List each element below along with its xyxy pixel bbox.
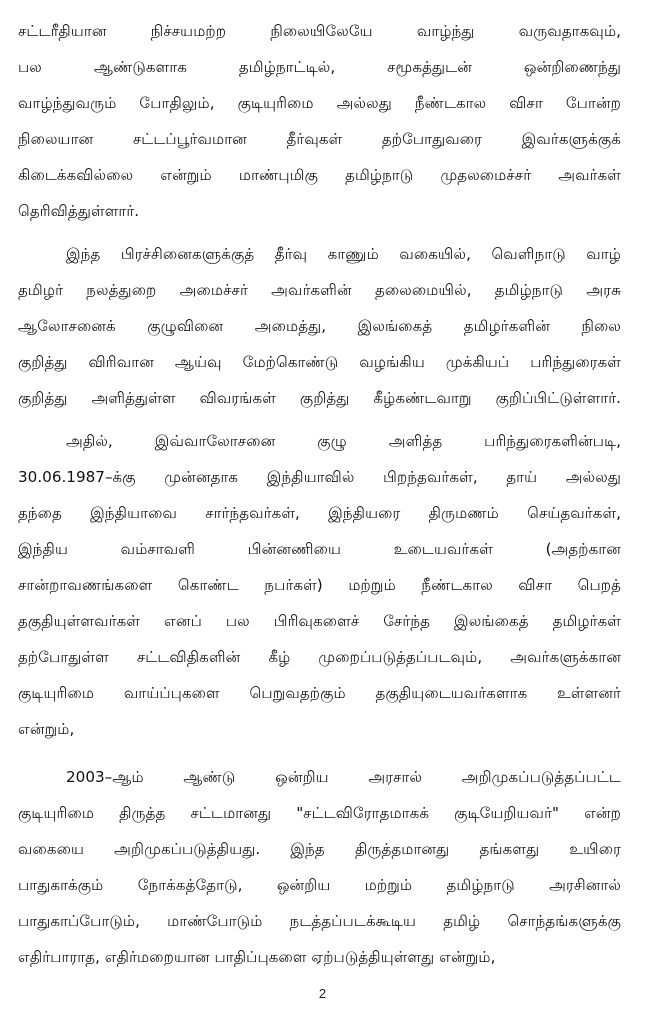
text-line: வாழ்ந்துவரும் போதிலும், குடியுரிமை அல்லது நீண்டகால விசா போன்ற: [18, 94, 621, 112]
text-line: குடியுரிமை வாய்ப்புகளை பெறுவதற்கும் தகுதியுடையவர்களாக உள்ளனர்: [18, 684, 621, 702]
text-line: பல ஆண்டுகளாக தமிழ்நாட்டில், சமூகத்துடன் ஒன்றிணைந்து: [18, 58, 621, 76]
text-line: 2003–ஆம் ஆண்டு ஒன்றிய அரசால் அறிமுகப்படுத்தப்பட்ட: [66, 768, 621, 786]
text-line: பாதுகாப்போடும், மாண்போடும் நடத்தப்படக்கூடிய தமிழ் சொந்தங்களுக்கு: [18, 912, 621, 930]
text-line: குறித்து விரிவான ஆய்வு மேற்கொண்டு வழங்கிய முக்கியப் பரிந்துரைகள்: [18, 353, 621, 371]
text-line: வகையை அறிமுகப்படுத்தியது. இந்த திருத்தமானது தங்களது உயிரை: [18, 840, 621, 858]
text-line: நிலையான சட்டப்பூர்வமான தீர்வுகள் தற்போதுவரை இவர்களுக்குக்: [18, 130, 621, 148]
text-line: தற்போதுள்ள சட்டவிதிகளின் கீழ் முறைப்படுத்தப்படவும், அவர்களுக்கான: [18, 648, 621, 666]
text-line: கிடைக்கவில்லை என்றும் மாண்புமிகு தமிழ்நாடு முதலமைச்சர் அவர்கள்: [18, 166, 621, 184]
text-line: சட்டரீதியான நிச்சயமற்ற நிலையிலேயே வாழ்ந்து வருவதாகவும்,: [18, 22, 621, 40]
text-line: ஆலோசனைக் குழுவினை அமைத்து, இலங்கைத் தமிழர்களின் நிலை: [18, 317, 621, 335]
text-line: தகுதியுள்ளவர்கள் எனப் பல பிரிவுகளைச் சேர்ந்த இலங்கைத் தமிழர்கள்: [18, 612, 621, 630]
text-line: இந்த பிரச்சினைகளுக்குத் தீர்வு காணும் வகையில், வெளிநாடு வாழ்: [66, 245, 621, 263]
text-line: தெரிவித்துள்ளார்.: [18, 202, 140, 220]
text-line: என்றும்,: [18, 720, 75, 738]
text-line: குறித்து அளித்துள்ள விவரங்கள் குறித்து கீழ்கண்டவாறு குறிப்பிட்டுள்ளார்.: [18, 389, 621, 407]
text-line: எதிர்பாராத, எதிர்மறையான பாதிப்புகளை ஏற்படுத்தியுள்ளது என்றும்,: [18, 948, 496, 966]
text-line: 30.06.1987–க்கு முன்னதாக இந்தியாவில் பிறந்தவர்கள், தாய் அல்லது: [18, 468, 621, 486]
text-line: தந்தை இந்தியாவை சார்ந்தவர்கள், இந்தியரை திருமணம் செய்தவர்கள்,: [18, 504, 621, 522]
text-line: குடியுரிமை திருத்த சட்டமானது "சட்டவிரோதமாகக் குடியேறியவர்" என்ற: [18, 804, 621, 822]
text-line: சான்றாவணங்களை கொண்ட நபர்கள்) மற்றும் நீண்டகால விசா பெறத்: [18, 576, 621, 594]
text-line: இந்திய வம்சாவளி பின்னணியை உடையவர்கள் (அதற்கான: [18, 540, 621, 558]
text-line: பாதுகாக்கும் நோக்கத்தோடு, ஒன்றிய மற்றும் தமிழ்நாடு அரசினால்: [18, 876, 621, 894]
text-line: தமிழர் நலத்துறை அமைச்சர் அவர்களின் தலைமையில், தமிழ்நாடு அரசு: [18, 281, 621, 299]
page-number: 2: [318, 986, 327, 1001]
text-line: அதில், இவ்வாலோசனை குழு அளித்த பரிந்துரைகளின்படி,: [66, 432, 621, 450]
